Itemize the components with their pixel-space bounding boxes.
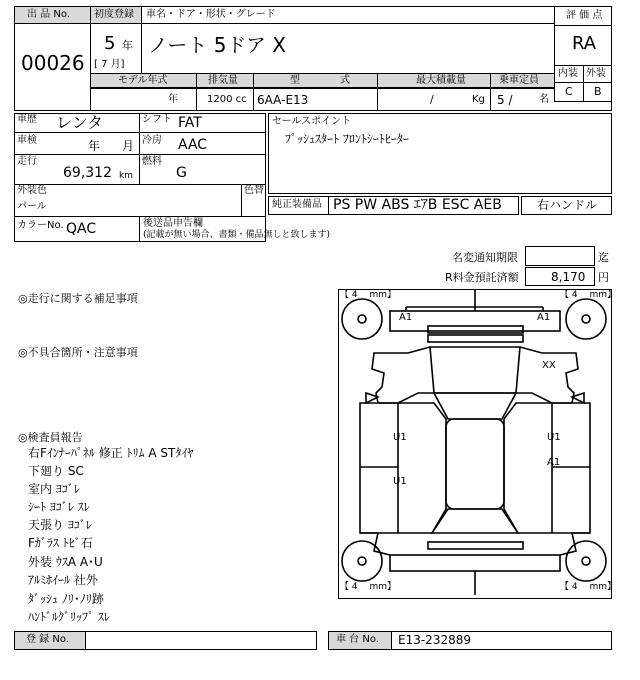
chassis-no: E13-232889	[398, 633, 471, 647]
exterior-color-value: パール	[17, 201, 47, 212]
capacity-value: 5 /	[497, 93, 513, 107]
ac-label: 冷房	[142, 135, 162, 146]
equipment-value: PS PW ABS ｴｱB ESC AEB	[333, 197, 502, 213]
damage-mark: A1	[399, 312, 413, 323]
tire-depth-rear-left: 【 4 mm】	[340, 582, 396, 592]
lot-number: 00026	[21, 51, 85, 75]
max-load-unit: Kg	[472, 94, 485, 105]
recycle-label: R料金預託済額	[445, 271, 519, 284]
damage-mark: XX	[542, 360, 556, 371]
name-change-box	[525, 246, 595, 266]
tire-depth-rear-right: 【 4 mm】	[560, 582, 616, 592]
inspector-line: ｼｰﾄ ﾖｺﾞﾚ ｽﾚ	[28, 500, 90, 514]
inspector-line: 外装 ｳｽA A･U	[28, 555, 103, 569]
inspector-line: 天張り ﾖｺﾞﾚ	[28, 518, 92, 532]
shift-label: シフト	[142, 114, 172, 125]
exterior-color-label: 外装色	[17, 185, 47, 196]
color-no-label: カラーNo.	[17, 220, 64, 231]
windshield	[434, 393, 516, 419]
front-fender-left	[372, 353, 434, 403]
model-value: 6AA-E13	[257, 93, 309, 107]
later-parts-label: 後送品申告欄	[143, 218, 203, 229]
roof	[446, 419, 504, 509]
model-label: 型 式	[290, 75, 350, 86]
wheel-front-left	[342, 299, 382, 339]
first-reg-year-unit: 年	[122, 39, 133, 52]
wheel-rear-right	[566, 541, 606, 581]
chassis-label: 車 台 No.	[336, 634, 379, 645]
driving-remarks-title: ◎走行に関する補足事項	[18, 292, 138, 305]
inspection-month: 月	[122, 139, 135, 153]
history-value: レンタ	[56, 113, 103, 132]
history-label: 車歴	[17, 114, 37, 125]
model-year-label: モデル年式	[118, 75, 168, 86]
damage-mark: U1	[393, 432, 407, 443]
inspector-line: 下廻り SC	[28, 464, 84, 478]
capacity-unit: 名	[539, 94, 549, 105]
reg-no-label: 登 録 No.	[26, 634, 69, 645]
tire-depth-front-right: 【 4 mm】	[560, 290, 616, 300]
first-reg-label: 初度登録	[94, 9, 134, 20]
first-reg-month: [ 7 月]	[94, 59, 125, 70]
recycle-fee: 8,170	[551, 270, 586, 284]
grade-label: 評 価 点	[566, 10, 603, 21]
defect-remarks-title: ◎不具合箇所・注意事項	[18, 346, 138, 359]
body-right	[504, 403, 590, 533]
inspection-label: 車検	[17, 135, 37, 146]
damage-mark: U1	[393, 476, 407, 487]
inspection-year: 年	[88, 139, 101, 153]
lot-no-label: 出 品 No.	[27, 9, 70, 20]
model-year-unit: 年	[168, 94, 178, 105]
rear-fender-left	[360, 533, 390, 555]
max-load-label: 最大積載量	[416, 75, 466, 86]
shift-value: FAT	[178, 115, 202, 131]
max-load-slash: /	[430, 93, 434, 106]
overall-grade: RA	[572, 33, 597, 54]
damage-mark: A1	[547, 457, 561, 468]
rear-bumper	[390, 555, 560, 571]
inspector-line: Fｶﾞﾗｽ ﾄﾋﾞ石	[28, 536, 93, 550]
rear-window	[432, 509, 518, 533]
inspector-line: 室内 ﾖｺﾞﾚ	[28, 482, 80, 496]
fuel-value: G	[176, 165, 187, 181]
name-change-label: 名変通知期限	[452, 251, 518, 264]
hood	[430, 347, 520, 393]
color-change-label: 色替	[244, 185, 264, 196]
rear-fender-right	[560, 533, 590, 555]
exterior-grade: B	[594, 85, 602, 98]
fuel-label: 燃料	[142, 156, 162, 167]
car-name: ノート 5ドア X	[148, 33, 286, 57]
color-no-value: QAC	[66, 221, 97, 237]
later-parts-note: (記載が無い場合、書類・備品無しと致します)	[143, 230, 331, 240]
inspector-line: ｱﾙﾐﾎｲｰﾙ 社外	[28, 573, 98, 587]
damage-mark: U1	[547, 432, 561, 443]
sales-point-label: セールスポイント	[272, 116, 352, 127]
interior-label: 内装	[558, 68, 578, 79]
first-reg-year: 5	[104, 33, 116, 54]
exterior-label: 外装	[586, 68, 606, 79]
ac-value: AAC	[178, 137, 208, 153]
capacity-label: 乗車定員	[499, 75, 539, 86]
wheel-front-right	[566, 299, 606, 339]
equipment-label: 純正装備品	[272, 199, 322, 210]
car-name-label: 車名・ドア・形状・グレード	[146, 9, 276, 20]
damage-mark: A1	[537, 312, 551, 323]
interior-grade: C	[565, 85, 573, 98]
tire-depth-front-left: 【 4 mm】	[340, 290, 396, 300]
name-change-unit: 迄	[598, 251, 609, 264]
car-outline-drawing	[338, 289, 612, 599]
inspector-line: ﾊﾝﾄﾞﾙｸﾞﾘｯﾌﾟ ｽﾚ	[28, 610, 110, 624]
inspector-line: 右Fｲﾝﾅｰﾊﾟﾈﾙ 修正 ﾄﾘﾑ A STﾀｲﾔ	[28, 446, 194, 460]
mileage-value: 69,312	[63, 165, 112, 181]
wheel-rear-left	[342, 541, 382, 581]
handle-value: 右ハンドル	[537, 198, 598, 212]
front-bumper	[390, 311, 560, 331]
inspector-line: ﾀﾞｯｼｭ ﾉﾘ･ﾉﾘ跡	[28, 592, 104, 606]
displacement-label: 排気量	[208, 75, 238, 86]
inspector-report-title: ◎検査員報告	[18, 431, 83, 444]
sales-point-value: ﾌﾟｯｼｭｽﾀｰﾄ ﾌﾛﾝﾄｼｰﾄﾋｰﾀｰ	[285, 132, 409, 146]
mileage-label: 走行	[17, 156, 37, 167]
mileage-unit: km	[119, 171, 133, 181]
recycle-unit: 円	[598, 271, 609, 284]
body-left	[360, 403, 446, 533]
displacement-value: 1200 cc	[207, 94, 247, 105]
